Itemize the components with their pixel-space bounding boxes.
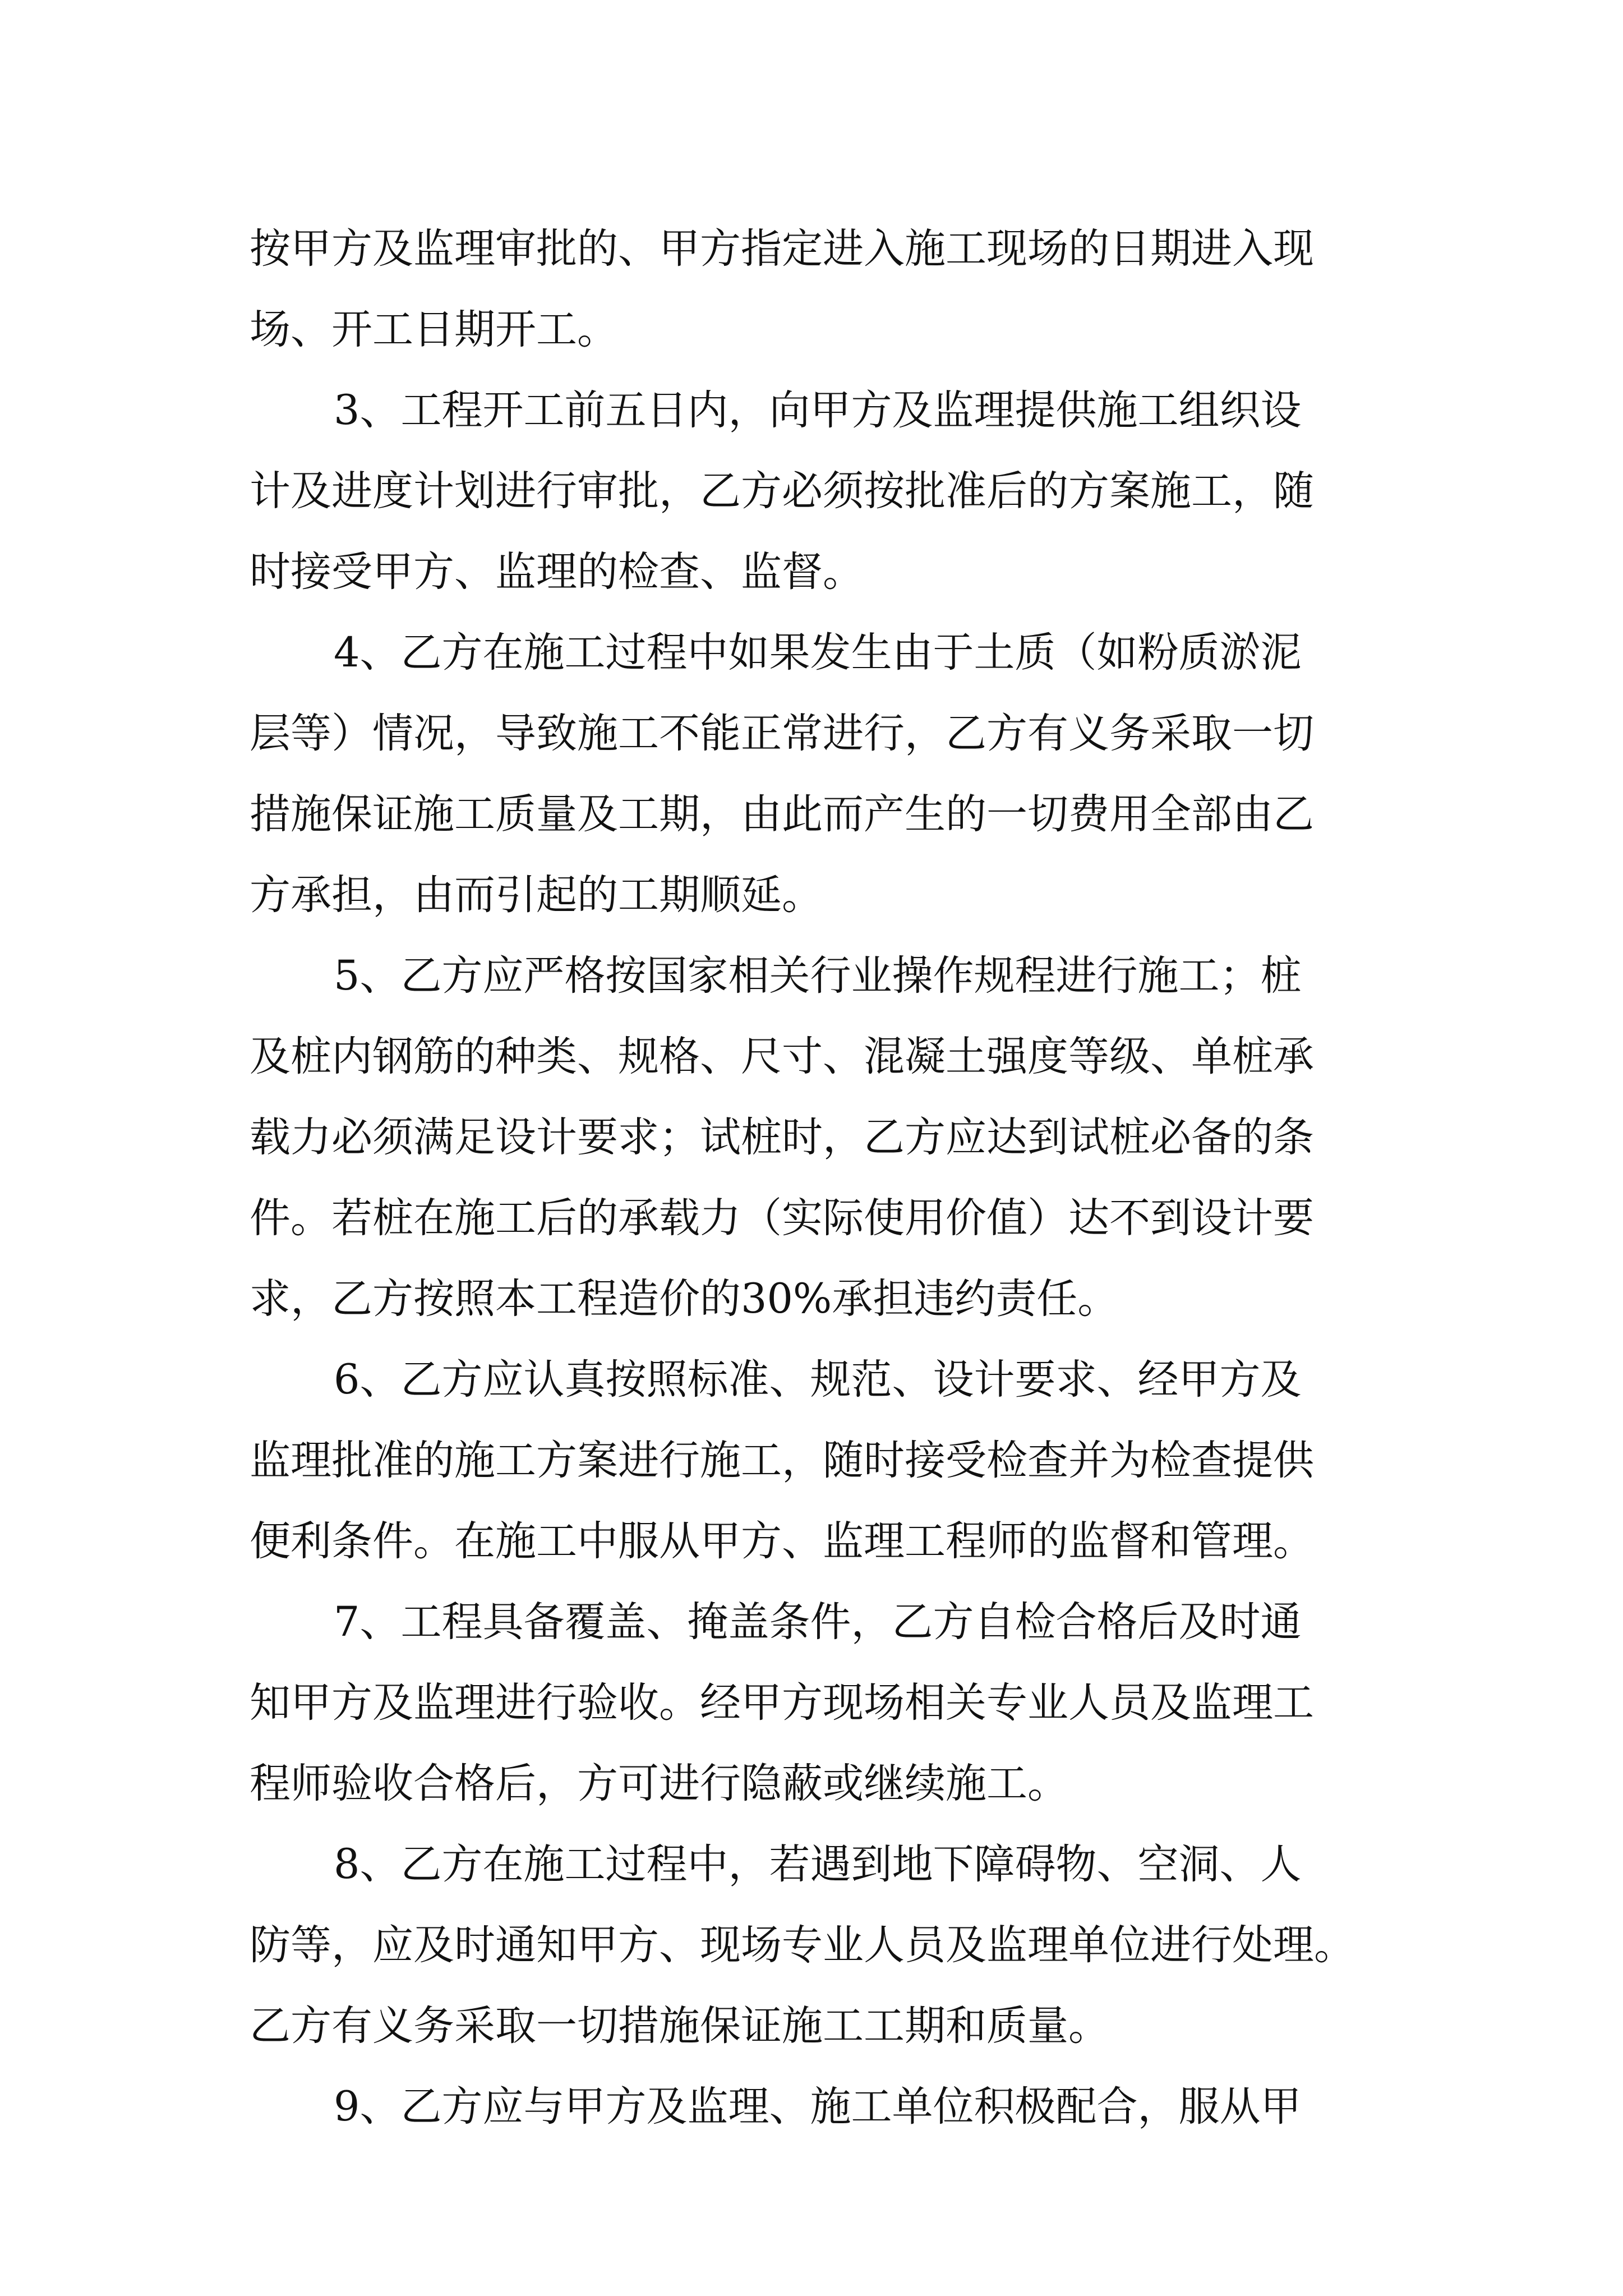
text-line: 8、乙方在施工过程中，若遇到地下障碍物、空洞、人 — [334, 1841, 1302, 1888]
text-line: 措施保证施工质量及工期，由此而产生的一切费用全部由乙 — [250, 790, 1314, 838]
text-line: 计及进度计划进行审批，乙方必须按批准后的方案施工，随 — [250, 467, 1314, 515]
text-line: 层等）情况，导致施工不能正常进行，乙方有义务采取一切 — [250, 710, 1314, 757]
text-line: 乙方有义务采取一切措施保证施工工期和质量。 — [250, 2002, 1109, 2050]
text-line: 知甲方及监理进行验收。经甲方现场相关专业人员及监理工 — [250, 1679, 1314, 1727]
document-body — [250, 209, 1394, 2147]
text-line: 程师验收合格后，方可进行隐蔽或继续施工。 — [250, 1760, 1068, 1807]
text-line: 4、乙方在施工过程中如果发生由于土质（如粉质淤泥 — [334, 629, 1302, 677]
text-line: 及桩内钢筋的种类、规格、尺寸、混凝土强度等级、单桩承 — [250, 1033, 1314, 1080]
text-line: 7、工程具备覆盖、掩盖条件，乙方自检合格后及时通 — [334, 1598, 1302, 1646]
text-line: 方承担，由而引起的工期顺延。 — [250, 871, 823, 919]
text-line: 6、乙方应认真按照标准、规范、设计要求、经甲方及 — [334, 1356, 1302, 1404]
text-line: 按甲方及监理审批的、甲方指定进入施工现场的日期进入现 — [250, 225, 1314, 273]
text-line: 3、工程开工前五日内，向甲方及监理提供施工组织设 — [334, 386, 1302, 434]
text-line: 件。若桩在施工后的承载力（实际使用价值）达不到设计要 — [250, 1194, 1314, 1242]
text-line: 场、开工日期开工。 — [250, 306, 618, 353]
text-line: 9、乙方应与甲方及监理、施工单位积极配合，服从甲 — [334, 2083, 1302, 2131]
text-line: 便利条件。在施工中服从甲方、监理工程师的监督和管理。 — [250, 1517, 1314, 1565]
text-line: 防等，应及时通知甲方、现场专业人员及监理单位进行处理。 — [250, 1921, 1355, 1969]
text-line: 5、乙方应严格按国家相关行业操作规程进行施工；桩 — [334, 952, 1302, 1000]
text-line: 时接受甲方、监理的检查、监督。 — [250, 548, 864, 596]
text-line: 监理批准的施工方案进行施工，随时接受检查并为检查提供 — [250, 1437, 1314, 1484]
text-line: 求，乙方按照本工程造价的30%承担违约责任。 — [250, 1275, 1119, 1323]
text-line: 载力必须满足设计要求；试桩时，乙方应达到试桩必备的条 — [250, 1114, 1314, 1161]
